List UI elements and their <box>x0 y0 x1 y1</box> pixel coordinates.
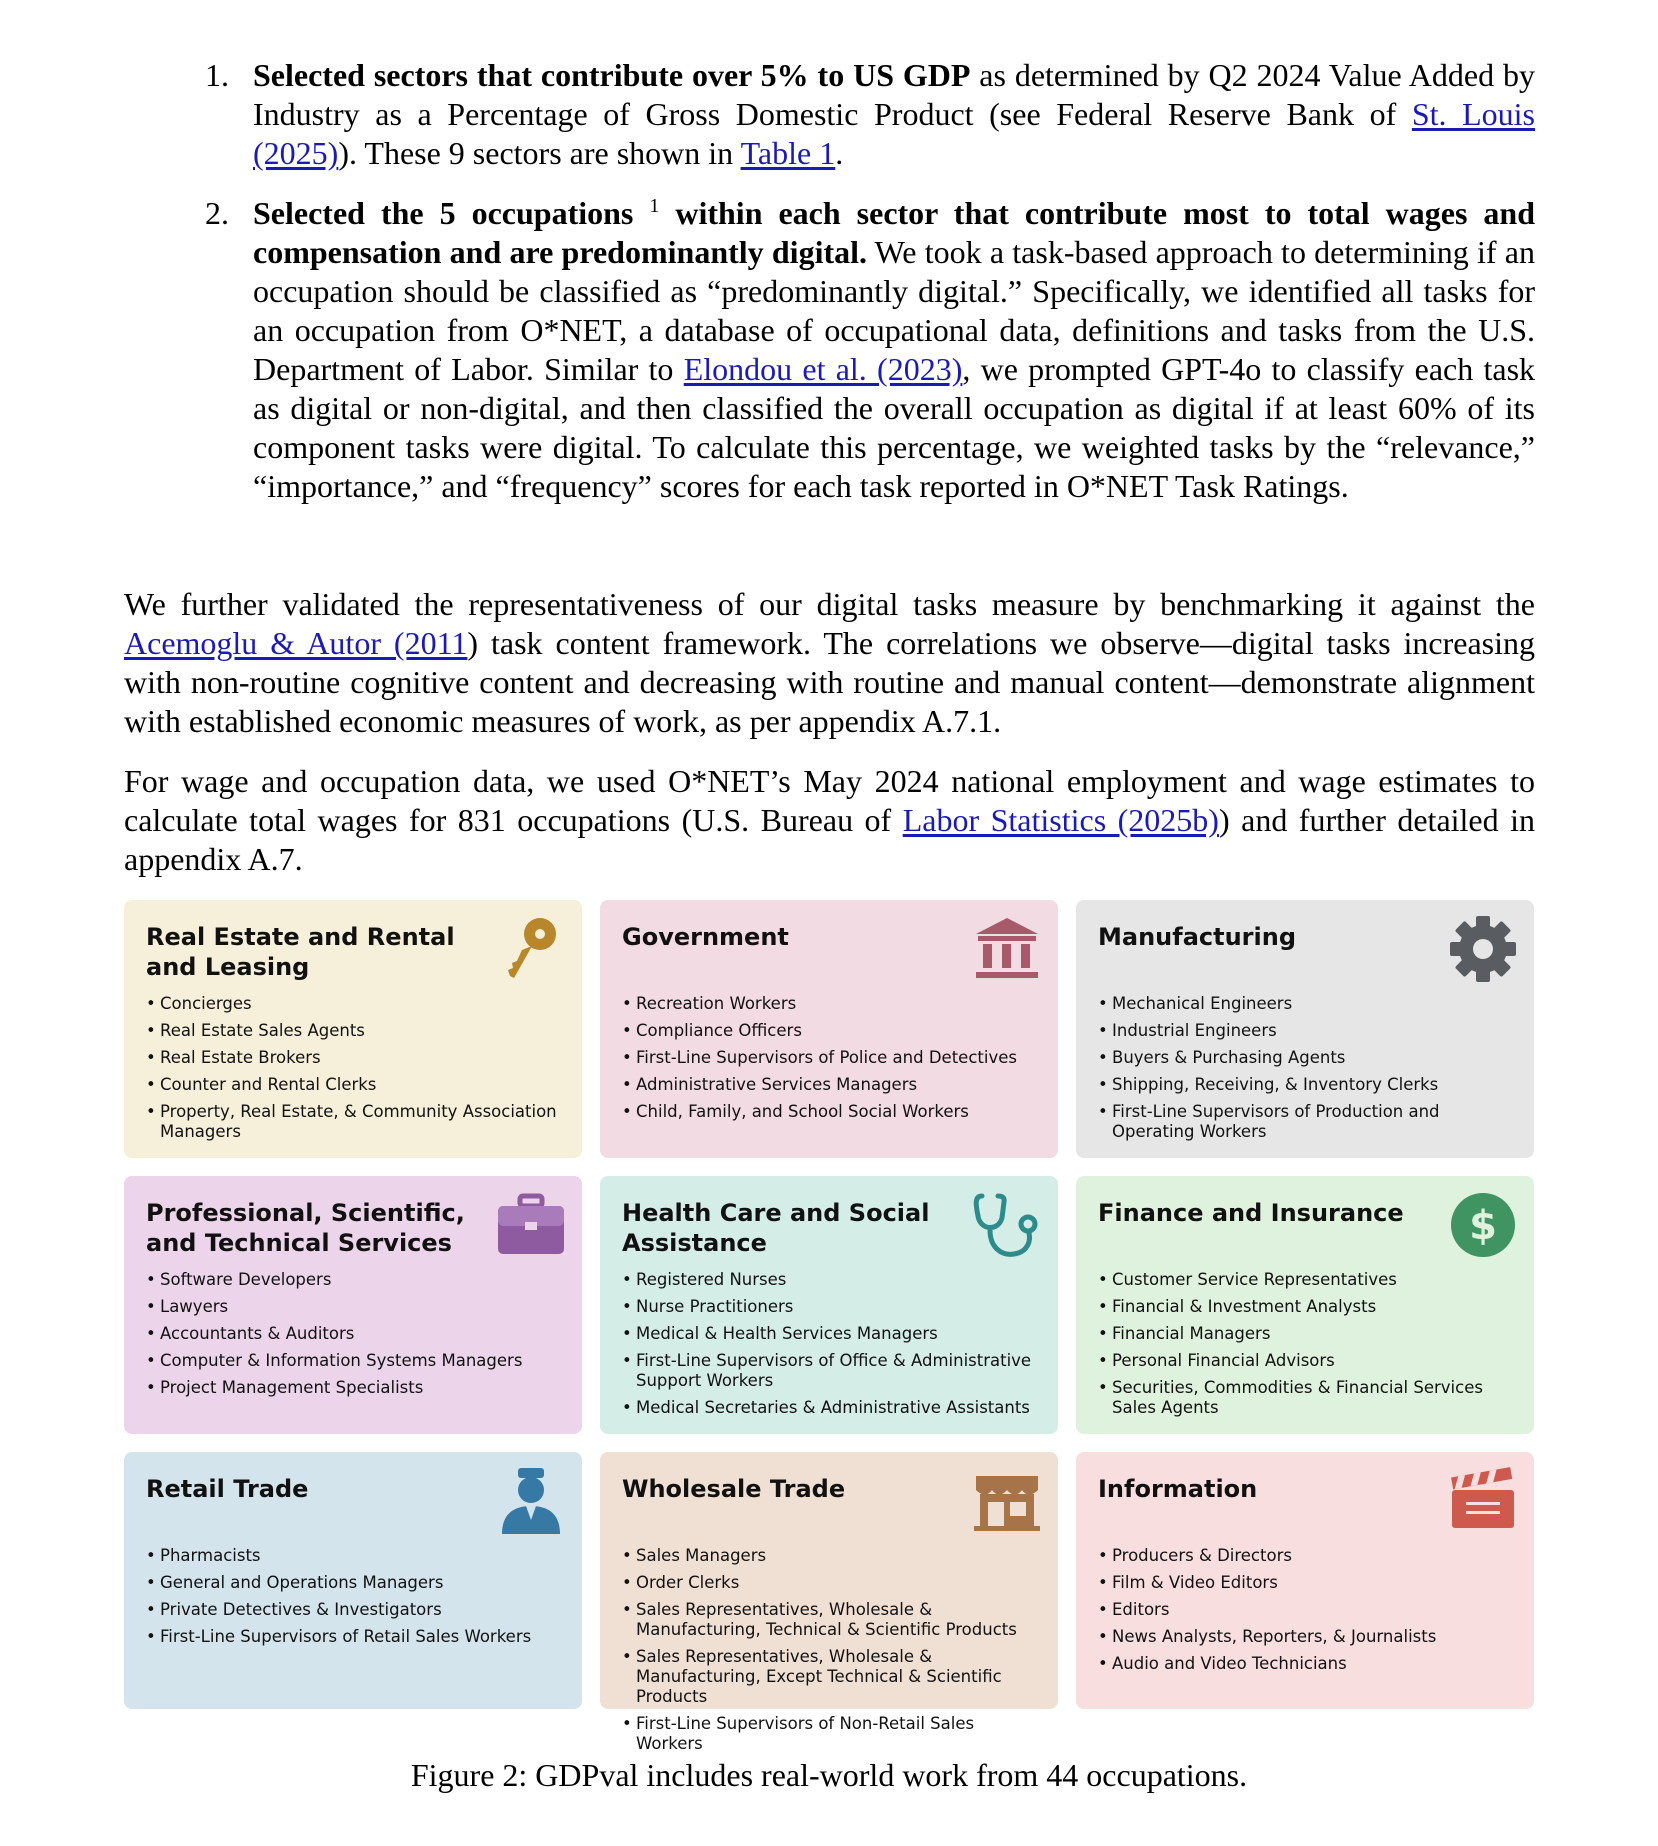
paragraph <box>124 762 1535 879</box>
sector-card <box>124 1176 582 1434</box>
list-item-text: , we prompted GPT-4o to classify each task as digital or non-digital, and then classified the overall occupation as digital if at least 60% of its component tasks were digital. To calculate this percentage, we weighted tasks by the “relevance,” “importance,” and “frequency” scores for each task reported in O*NET Task Ratings. <box>253 351 1536 504</box>
occupation-item: • Private Detectives & Investigators <box>146 1600 570 1620</box>
sector-card <box>124 900 582 1158</box>
list-item-text: . <box>835 135 844 171</box>
sector-card <box>124 1452 582 1709</box>
list-item-heading: Selected sectors that contribute over 5% to US GDP <box>253 57 971 93</box>
sector-title: Professional, Scientific, and Technical Services <box>146 1199 465 1257</box>
sector-card <box>600 1452 1058 1753</box>
occupation-item: • Accountants & Auditors <box>146 1324 570 1344</box>
list-item <box>205 194 1535 506</box>
occupation-item: • Recreation Workers <box>622 994 1046 1014</box>
dollar-icon <box>1448 1190 1518 1260</box>
occupation-item: • First-Line Supervisors of Retail Sales Workers <box>146 1627 570 1647</box>
list-number: 1. <box>205 57 229 93</box>
sector-grid-figure <box>124 900 1535 1753</box>
list-item <box>205 56 1535 173</box>
occupation-item: • Financial Managers <box>1098 1324 1522 1344</box>
occupation-item: • Administrative Services Managers <box>622 1075 1046 1095</box>
clerk-icon <box>496 1466 566 1536</box>
paragraph <box>124 585 1535 741</box>
occupation-item: • First-Line Supervisors of Police and Detectives <box>622 1048 1046 1068</box>
occupation-item: • Registered Nurses <box>622 1270 1046 1290</box>
sector-title: Retail Trade <box>146 1475 309 1503</box>
sector-title: Information <box>1098 1475 1258 1503</box>
occupation-item: • News Analysts, Reporters, & Journalists <box>1098 1627 1522 1647</box>
citation-link[interactable]: St. Louis (2025) <box>253 96 1536 171</box>
occupation-list <box>1098 994 1522 1149</box>
occupation-item: • Lawyers <box>146 1297 570 1317</box>
occupation-item: • Software Developers <box>146 1270 570 1290</box>
occupation-item: • Concierges <box>146 994 570 1014</box>
numbered-list <box>205 56 1535 506</box>
occupation-item: • Mechanical Engineers <box>1098 994 1522 1014</box>
list-item-heading: Selected the 5 occupations <box>253 195 650 231</box>
key-icon <box>496 914 566 984</box>
paragraph-text: We further validated the representativeness of our digital tasks measure by benchmarking it against the <box>124 586 1535 622</box>
occupation-item: • Pharmacists <box>146 1546 570 1566</box>
occupation-item: • Counter and Rental Clerks <box>146 1075 570 1095</box>
occupation-item: • Sales Representatives, Wholesale & Manufacturing, Except Technical & Scientific Products <box>622 1647 1046 1707</box>
clapperboard-icon <box>1448 1466 1518 1536</box>
sector-card <box>600 900 1058 1158</box>
paragraph-text: For wage and occupation data, we used O*NET’s May 2024 national employment and wage estimates to calculate total wages for 831 occupations (U.S. Bureau of <box>124 763 1535 838</box>
paragraph-text: ) and further detailed in appendix A.7. <box>124 802 1536 877</box>
sector-card <box>1076 900 1534 1158</box>
occupation-item: • Audio and Video Technicians <box>1098 1654 1522 1674</box>
bank-icon <box>972 914 1042 984</box>
citation-link[interactable]: Labor Statistics (2025b) <box>902 802 1219 838</box>
occupation-list <box>1098 1270 1522 1425</box>
sector-card <box>1076 1452 1534 1709</box>
occupation-item: • Financial & Investment Analysts <box>1098 1297 1522 1317</box>
occupation-item: • Project Management Specialists <box>146 1378 570 1398</box>
occupation-item: • Sales Managers <box>622 1546 1046 1566</box>
occupation-item: • Property, Real Estate, & Community Association Managers <box>146 1102 570 1142</box>
list-item-text: ). These 9 sectors are shown in <box>338 135 741 171</box>
occupation-item: • Securities, Commodities & Financial Services Sales Agents <box>1098 1378 1522 1418</box>
occupation-item: • Nurse Practitioners <box>622 1297 1046 1317</box>
occupation-item: • Editors <box>1098 1600 1522 1620</box>
sector-title: Wholesale Trade <box>622 1475 846 1503</box>
sector-title: Health Care and Social Assistance <box>622 1199 930 1257</box>
sector-card <box>600 1176 1058 1434</box>
occupation-item: • First-Line Supervisors of Office & Administrative Support Workers <box>622 1351 1046 1391</box>
occupation-item: • Real Estate Brokers <box>146 1048 570 1068</box>
stethoscope-icon <box>972 1190 1042 1260</box>
occupation-item: • First-Line Supervisors of Non-Retail Sales Workers <box>622 1714 1046 1754</box>
occupation-item: • Industrial Engineers <box>1098 1021 1522 1041</box>
citation-link[interactable]: Acemoglu & Autor (2011 <box>124 625 468 661</box>
list-item-text: as determined by Q2 2024 Value Added by Industry as a Percentage of Gross Domestic Product (see Federal Reserve Bank of <box>253 57 1535 132</box>
occupation-item: • Child, Family, and School Social Workers <box>622 1102 1046 1122</box>
occupation-list <box>622 1546 1046 1761</box>
occupation-item: • Medical Secretaries & Administrative Assistants <box>622 1398 1046 1418</box>
occupation-list <box>146 994 570 1149</box>
sector-title: Government <box>622 923 789 951</box>
occupation-list <box>146 1270 570 1405</box>
occupation-list <box>1098 1546 1522 1681</box>
occupation-item: • Computer & Information Systems Managers <box>146 1351 570 1371</box>
sector-title: Manufacturing <box>1098 923 1296 951</box>
citation-link[interactable]: Elondou et al. (2023) <box>683 351 963 387</box>
sector-card <box>1076 1176 1534 1434</box>
list-number: 2. <box>205 195 229 231</box>
sector-title: Finance and Insurance <box>1098 1199 1404 1227</box>
figure-caption: Figure 2: GDPval includes real-world work from 44 occupations. <box>410 1757 1248 1793</box>
occupation-item: • Shipping, Receiving, & Inventory Clerks <box>1098 1075 1522 1095</box>
svg-text:$: $ <box>1469 1203 1497 1249</box>
sector-title: Real Estate and Rental and Leasing <box>146 923 455 981</box>
list-item-heading: within each sector that contribute most to total wages and compensation and are predominantly digital. <box>253 195 1536 270</box>
occupation-item: • Order Clerks <box>622 1573 1046 1593</box>
briefcase-icon <box>496 1190 566 1260</box>
store-icon <box>972 1466 1042 1536</box>
occupation-item: • First-Line Supervisors of Production and Operating Workers <box>1098 1102 1522 1142</box>
occupation-item: • Sales Representatives, Wholesale & Manufacturing, Technical & Scientific Products <box>622 1600 1046 1640</box>
occupation-item: • Real Estate Sales Agents <box>146 1021 570 1041</box>
occupation-list <box>622 1270 1046 1425</box>
occupation-item: • Producers & Directors <box>1098 1546 1522 1566</box>
gear-icon <box>1448 914 1518 984</box>
occupation-item: • Film & Video Editors <box>1098 1573 1522 1593</box>
occupation-list <box>622 994 1046 1129</box>
occupation-item: • General and Operations Managers <box>146 1573 570 1593</box>
occupation-list <box>146 1546 570 1654</box>
occupation-item: • Buyers & Purchasing Agents <box>1098 1048 1522 1068</box>
footnote-marker[interactable]: 1 <box>649 195 660 217</box>
occupation-item: • Personal Financial Advisors <box>1098 1351 1522 1371</box>
occupation-item: • Medical & Health Services Managers <box>622 1324 1046 1344</box>
occupation-item: • Compliance Officers <box>622 1021 1046 1041</box>
paragraph-text: ) task content framework. The correlations we observe—digital tasks increasing with non-routine cognitive content and decreasing with routine and manual content—demonstrate alignment with established economic measures of work, as per appendix A.7.1. <box>124 625 1535 739</box>
occupation-item: • Customer Service Representatives <box>1098 1270 1522 1290</box>
list-item-text: We took a task-based approach to determining if an occupation should be classified as “predominantly digital.” Specifically, we identified all tasks for an occupation from O*NET, a database of occupational data, definitions and tasks from the U.S. Department of Labor. Similar to <box>253 234 1536 387</box>
table-link[interactable]: Table 1 <box>740 135 836 171</box>
